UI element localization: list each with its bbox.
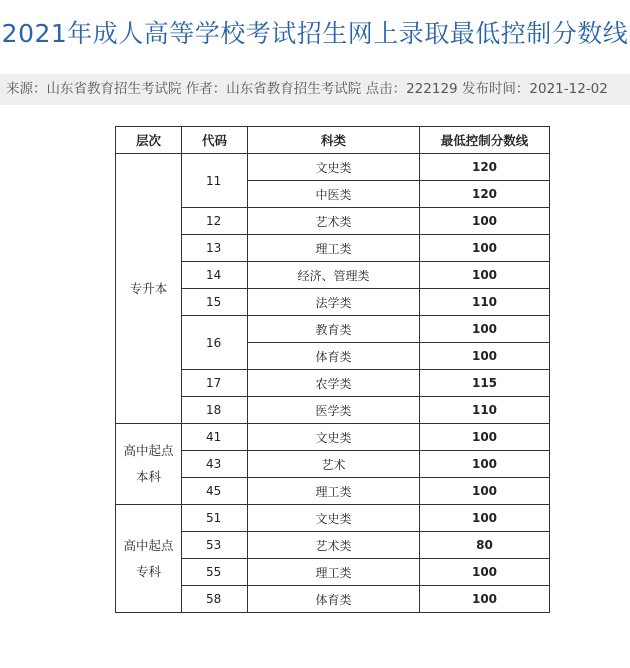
code-cell: 17 [182,370,248,397]
table-row [116,532,550,559]
score-cell: 100 [420,451,550,478]
level-label: 高中起点 [123,537,174,553]
category-cell: 理工类 [248,235,420,262]
code-cell: 13 [182,235,248,262]
score-table [115,126,550,613]
category-cell: 艺术类 [248,208,420,235]
score-cell: 100 [420,505,550,532]
level-cell [116,154,182,424]
table-row [116,505,550,532]
score-cell: 120 [420,181,550,208]
category-cell: 经济、管理类 [248,262,420,289]
table-row [116,424,550,451]
level-label: 专科 [135,563,161,579]
score-cell: 110 [420,289,550,316]
category-cell: 教育类 [248,316,420,343]
table-row [116,586,550,613]
article-title: 2021年成人高等学校考试招生网上录取最低控制分数线 [1,19,629,48]
code-cell: 41 [182,424,248,451]
header-category: 科类 [248,127,420,154]
category-cell: 医学类 [248,397,420,424]
table-row [116,370,550,397]
code-cell: 53 [182,532,248,559]
code-cell: 18 [182,397,248,424]
category-cell: 艺术 [248,451,420,478]
score-cell: 100 [420,586,550,613]
table-row [116,154,550,181]
table-row [116,235,550,262]
category-cell: 艺术类 [248,532,420,559]
category-cell: 法学类 [248,289,420,316]
level-label: 专升本 [129,280,168,296]
score-cell: 100 [420,343,550,370]
header-score: 最低控制分数线 [420,127,550,154]
code-cell: 14 [182,262,248,289]
level-cell [116,505,182,613]
table-header-row [116,127,550,154]
category-cell: 文史类 [248,154,420,181]
category-cell: 理工类 [248,559,420,586]
table-row [116,208,550,235]
category-cell: 体育类 [248,586,420,613]
score-cell: 100 [420,559,550,586]
code-cell: 45 [182,478,248,505]
code-cell: 12 [182,208,248,235]
score-cell: 110 [420,397,550,424]
category-cell: 体育类 [248,343,420,370]
code-cell: 11 [182,154,248,208]
score-cell: 115 [420,370,550,397]
table-row [116,289,550,316]
score-cell: 100 [420,235,550,262]
score-cell: 100 [420,262,550,289]
level-label: 本科 [135,469,161,484]
category-cell: 农学类 [248,370,420,397]
header-code: 代码 [182,127,248,154]
article-meta: 来源：山东省教育招生考试院 作者：山东省教育招生考试院 点击：222129 发布时间：2021-12-02 [0,74,630,105]
table-row [116,316,550,343]
score-cell: 100 [420,424,550,451]
score-cell: 80 [420,532,550,559]
code-cell: 16 [182,316,248,370]
table-row [116,478,550,505]
code-cell: 55 [182,559,248,586]
code-cell: 51 [182,505,248,532]
table-row [116,262,550,289]
level-label: 高中起点 [123,443,174,458]
category-cell: 中医类 [248,181,420,208]
score-cell: 100 [420,316,550,343]
category-cell: 理工类 [248,478,420,505]
code-cell: 58 [182,586,248,613]
level-cell [116,424,182,505]
category-cell: 文史类 [248,505,420,532]
table-row [116,559,550,586]
header-level: 层次 [116,127,182,154]
score-cell: 100 [420,478,550,505]
table-row [116,397,550,424]
code-cell: 15 [182,289,248,316]
score-cell: 120 [420,154,550,181]
category-cell: 文史类 [248,424,420,451]
code-cell: 43 [182,451,248,478]
score-cell: 100 [420,208,550,235]
table-row [116,451,550,478]
